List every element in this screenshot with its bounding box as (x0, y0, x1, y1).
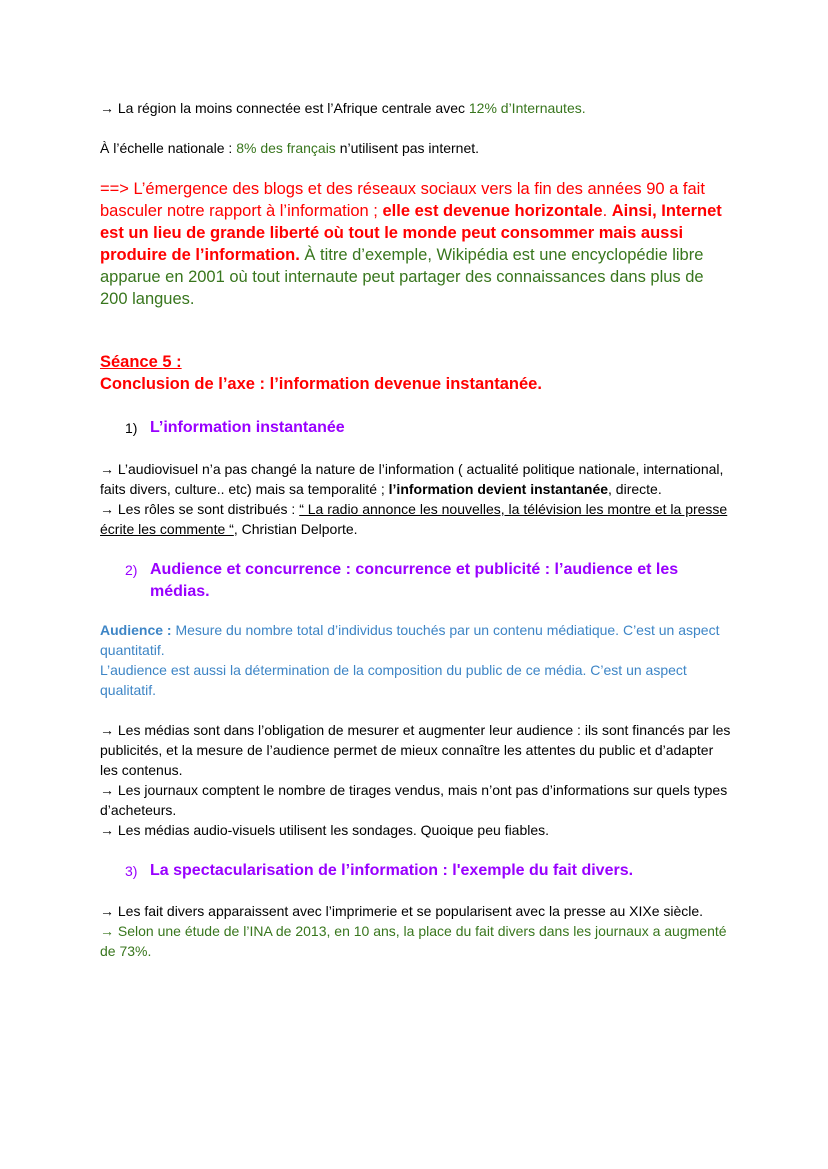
intro-line-2: À l’échelle nationale : 8% des français n’utilisent pas internet. (100, 140, 480, 156)
section-2-paragraph-2: → Les journaux comptent le nombre de tirages vendus, mais n’ont pas d’informations sur quels types d’acheteurs. (100, 782, 728, 818)
intro-line-1: → La région la moins connectée est l’Afrique centrale avec 12% d’Internautes. (100, 100, 586, 116)
section-2-paragraph-3: → Les médias audio-visuels utilisent les sondages. Quoique peu fiables. (100, 822, 550, 838)
section-2-heading (100, 559, 732, 603)
document-page (100, 98, 732, 961)
section-2-number: 2) (125, 562, 138, 578)
section-3-number: 3) (125, 863, 138, 879)
section-1-heading (100, 417, 732, 439)
audience-definition: Audience : Mesure du nombre total d’individus touchés par un contenu médiatique. C’est un aspect quantitatif. (100, 622, 720, 658)
section-3-heading (100, 860, 732, 882)
audience-definition-2: L’audience est aussi la détermination de la composition du public de ce média. C’est un aspect qualitatif. (100, 662, 687, 698)
section-1-paragraph-2: → Les rôles se sont distribués : “ La radio annonce les nouvelles, la télévision les montre et la presse écrite les commente “, Christian Delporte. (100, 501, 728, 537)
delporte-quote: “ La radio annonce les nouvelles, la télévision les montre et la presse écrite les commente “ (100, 501, 728, 537)
section-2-title: Audience et concurrence : concurrence et publicité : l’audience et les médias. (150, 561, 679, 600)
section-3-paragraph-1: → Les fait divers apparaissent avec l’imprimerie et se popularisent avec la presse au XIXe siècle. (100, 903, 704, 919)
seance-title: Séance 5 : (100, 353, 182, 371)
section-1-paragraph-1: → L’audiovisuel n’a pas changé la nature de l’information ( actualité politique nationale, international, faits divers, culture.. etc) mais sa temporalité ; l’information devient instantanée, directe. (100, 461, 724, 497)
section-2-paragraph-1: → Les médias sont dans l’obligation de mesurer et augmenter leur audience : ils sont financés par les publicités, et la mesure de l’audience permet de mieux connaître les attentes du public et d’adapter les contenus. (100, 722, 731, 778)
section-1-title: L’information instantanée (150, 419, 345, 436)
seance-subtitle: Conclusion de l’axe : l’information devenue instantanée. (100, 375, 542, 393)
section-3-paragraph-2: → Selon une étude de l’INA de 2013, en 10 ans, la place du fait divers dans les journaux a augmenté de 73%. (100, 923, 727, 959)
section-3-title: La spectacularisation de l’information : l'exemple du fait divers. (150, 862, 634, 879)
section-1-number: 1) (125, 420, 138, 436)
conclusion-paragraph: ==> L’émergence des blogs et des réseaux sociaux vers la fin des années 90 a fait basculer notre rapport à l’information ; elle est devenue horizontale. Ainsi, Internet est un lieu de grande liberté où tout le monde peut consommer mais aussi produire de l’information. À titre d’exemple, Wikipédia est une encyclopédie libre apparue en 2001 où tout internaute peut partager des connaissances dans plus de 200 langues. (100, 180, 722, 308)
